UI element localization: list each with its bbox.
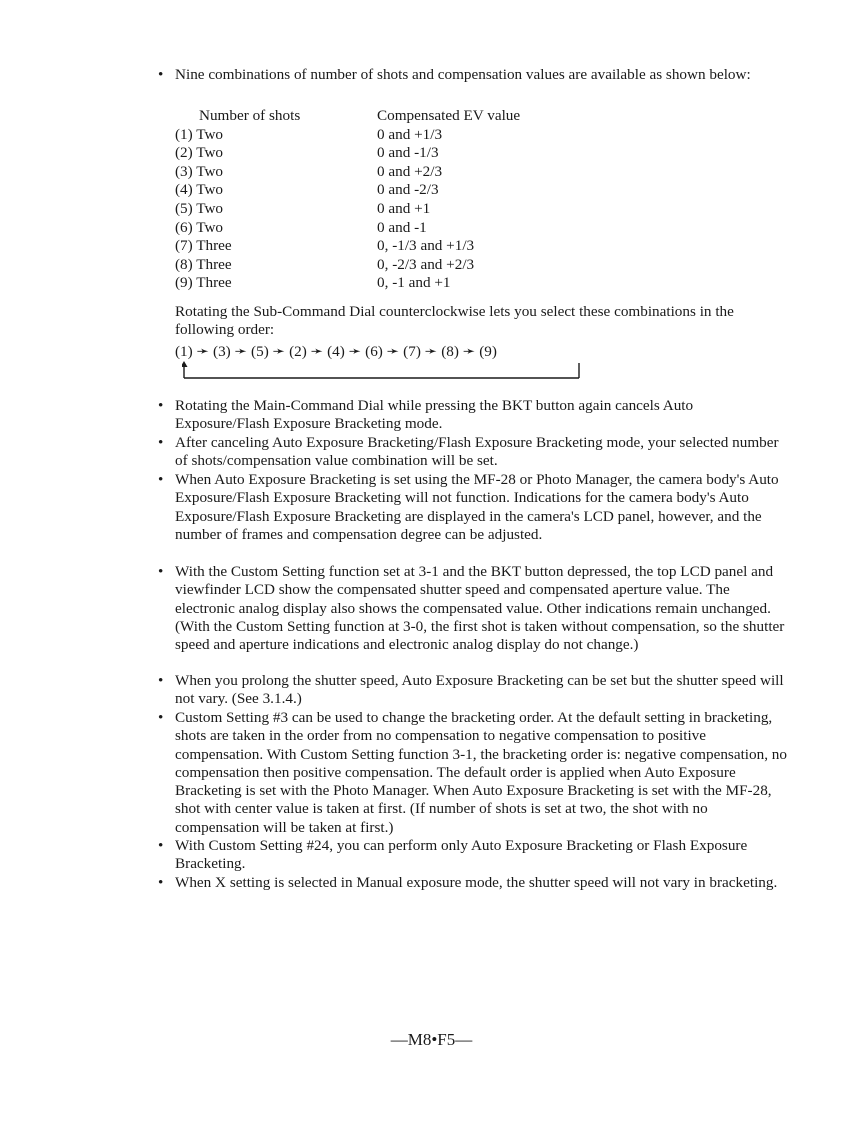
ev-cell: 0 and +1/3 <box>377 125 443 143</box>
bullet-text: When Auto Exposure Bracketing is set using the MF-28 or Photo Manager, the camera body's Auto Exposure/Flash Exposure Bracketing will not function. Indications for the camera body's Auto Exposure/Flash Exposure Bracketing are displayed in the camera's LCD panel, however, and the number of frames and compensation degree can be adjusted. <box>175 471 779 543</box>
rotating-paragraph: Rotating the Sub-Command Dial counterclockwise lets you select these combinations in the following order: <box>175 303 734 339</box>
shots-cell: (4) Two <box>175 181 224 199</box>
bullet-text: Custom Setting #3 can be used to change the bracketing order. At the default setting in bracketing, shots are taken in the order from no compensation to negative compensation to positive compensation. With Custom Setting function 3-1, the bracketing order is: negative compensation, no compensation then positive compensation. The default order is applied when Auto Exposure Bracketing is set with the Photo Manager. When Auto Exposure Bracketing is set with the MF-28, shot with center value is taken at first. (If number of shots is set at two, the shot with no compensation will be taken at first.) <box>175 709 787 836</box>
bullet-text: After canceling Auto Exposure Bracketing/Flash Exposure Bracketing mode, your selected number of shots/compensation value combination will be set. <box>175 434 779 470</box>
ev-cell: 0, -2/3 and +2/3 <box>377 255 475 273</box>
bullet-dot: • <box>158 471 164 488</box>
ev-cell: 0 and +1 <box>377 199 431 217</box>
bullet-text: With the Custom Setting function set at 3-1 and the BKT button depressed, the top LCD panel and viewfinder LCD show the compensated shutter speed and compensated aperture value. The electronic analog display also shows the compensated value. Other indications remain unchanged. (With the Custom Setting function at 3-0, the first shot is taken without compensation, so the shutter speed and aperture indications and electronic analog display do not change.) <box>175 563 785 654</box>
order-sequence: (1) ➛ (3) ➛ (5) ➛ (2) ➛ (4) ➛ (6) ➛ (7) ➛ (8) ➛ (9) <box>175 343 497 360</box>
shots-cell: (9) Three <box>175 274 232 292</box>
bullet-text: When you prolong the shutter speed, Auto Exposure Bracketing can be set but the shutter speed will not vary. (See 3.1.4.) <box>175 672 784 708</box>
header-shots: Number of shots <box>199 107 301 124</box>
bullet-dot: • <box>158 563 164 580</box>
shots-cell: (1) Two <box>175 125 224 143</box>
shots-cell: (7) Three <box>175 237 232 255</box>
shots-cell: (8) Three <box>175 255 232 273</box>
shots-cell: (6) Two <box>175 218 224 236</box>
ev-cell: 0, -1/3 and +1/3 <box>377 237 475 255</box>
bullet-dot: • <box>158 397 164 414</box>
bullet-text: Rotating the Main-Command Dial while pressing the BKT button again cancels Auto Exposure/Flash Exposure Bracketing mode. <box>175 397 694 433</box>
bullet-dot: • <box>158 434 164 451</box>
bullet-dot: • <box>158 672 164 689</box>
ev-cell: 0 and -1 <box>377 218 427 236</box>
ev-cell: 0 and -2/3 <box>377 181 439 199</box>
loop-back-arrow-icon <box>182 361 580 380</box>
shots-cell: (2) Two <box>175 144 224 162</box>
ev-cell: 0, -1 and +1 <box>377 274 451 292</box>
ev-cell: 0 and +2/3 <box>377 162 443 180</box>
header-ev: Compensated EV value <box>377 107 521 124</box>
bullet-dot: • <box>158 66 164 83</box>
bullet-dot: • <box>158 837 164 854</box>
page-footer: —M8•F5— <box>390 1030 473 1049</box>
shots-cell: (5) Two <box>175 199 224 217</box>
bullet-dot: • <box>158 709 164 726</box>
bullet-text: When X setting is selected in Manual exposure mode, the shutter speed will not vary in bracketing. <box>175 874 778 891</box>
intro-text: Nine combinations of number of shots and compensation values are available as shown below: <box>175 66 751 83</box>
bullet-text: With Custom Setting #24, you can perform only Auto Exposure Bracketing or Flash Exposure Bracketing. <box>175 837 748 873</box>
bullet-dot: • <box>158 874 164 891</box>
ev-cell: 0 and -1/3 <box>377 144 439 162</box>
shots-cell: (3) Two <box>175 162 224 180</box>
